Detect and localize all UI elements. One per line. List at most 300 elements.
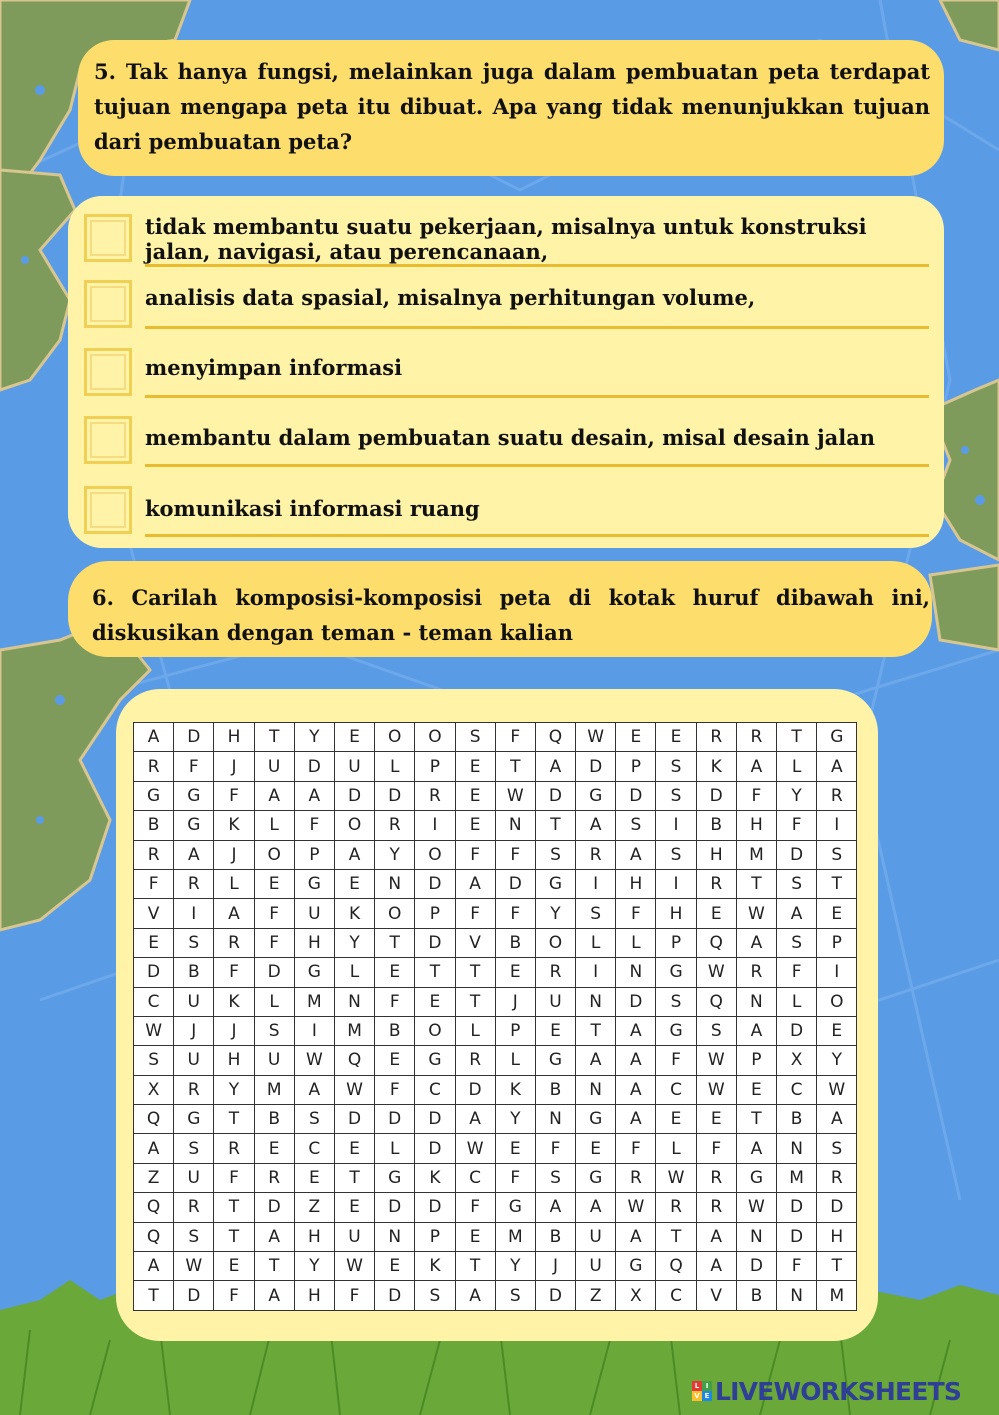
grid-cell[interactable]: S (817, 840, 857, 869)
grid-cell[interactable]: F (214, 1163, 254, 1192)
grid-cell[interactable]: G (174, 1105, 214, 1134)
grid-cell[interactable]: P (656, 928, 696, 957)
grid-cell[interactable]: I (817, 958, 857, 987)
grid-cell[interactable]: Y (495, 1252, 535, 1281)
grid-cell[interactable]: U (174, 1046, 214, 1075)
grid-cell[interactable]: E (455, 752, 495, 781)
grid-cell[interactable]: G (294, 958, 334, 987)
grid-cell[interactable]: K (214, 811, 254, 840)
grid-cell[interactable]: Z (576, 1281, 616, 1310)
grid-cell[interactable]: W (696, 958, 736, 987)
grid-cell[interactable]: R (254, 1163, 294, 1192)
grid-cell[interactable]: P (616, 752, 656, 781)
grid-cell[interactable]: S (576, 899, 616, 928)
grid-cell[interactable]: M (334, 1016, 374, 1045)
grid-cell[interactable]: N (495, 811, 535, 840)
option-5[interactable] (68, 482, 944, 542)
grid-cell[interactable]: S (535, 1163, 575, 1192)
grid-cell[interactable]: R (214, 928, 254, 957)
grid-cell[interactable]: A (576, 1193, 616, 1222)
grid-cell[interactable]: F (616, 1134, 656, 1163)
grid-cell[interactable]: F (495, 723, 535, 752)
grid-cell[interactable]: E (375, 1252, 415, 1281)
grid-cell[interactable]: X (134, 1075, 174, 1104)
grid-cell[interactable]: D (375, 781, 415, 810)
grid-cell[interactable]: Y (817, 1046, 857, 1075)
grid-cell[interactable]: A (455, 1281, 495, 1310)
grid-cell[interactable]: L (254, 987, 294, 1016)
grid-cell[interactable]: S (656, 781, 696, 810)
grid-cell[interactable]: D (375, 1105, 415, 1134)
grid-cell[interactable]: G (174, 781, 214, 810)
grid-cell[interactable]: U (294, 899, 334, 928)
grid-cell[interactable]: A (696, 1222, 736, 1251)
grid-cell[interactable]: S (495, 1281, 535, 1310)
grid-cell[interactable]: S (294, 1105, 334, 1134)
grid-cell[interactable]: A (294, 781, 334, 810)
grid-cell[interactable]: K (214, 987, 254, 1016)
grid-cell[interactable]: C (656, 1075, 696, 1104)
grid-cell[interactable]: W (174, 1252, 214, 1281)
grid-cell[interactable]: T (214, 1222, 254, 1251)
grid-cell[interactable]: S (817, 1134, 857, 1163)
grid-cell[interactable]: A (576, 1046, 616, 1075)
grid-cell[interactable]: I (817, 811, 857, 840)
grid-cell[interactable]: E (294, 1163, 334, 1192)
grid-cell[interactable]: N (736, 1222, 776, 1251)
grid-cell[interactable]: R (134, 840, 174, 869)
grid-cell[interactable]: U (334, 1222, 374, 1251)
grid-cell[interactable]: U (535, 987, 575, 1016)
grid-cell[interactable]: Q (334, 1046, 374, 1075)
grid-cell[interactable]: E (334, 869, 374, 898)
grid-cell[interactable]: A (134, 1134, 174, 1163)
grid-cell[interactable]: E (455, 781, 495, 810)
grid-cell[interactable]: F (736, 781, 776, 810)
grid-cell[interactable]: E (696, 899, 736, 928)
grid-cell[interactable]: I (656, 811, 696, 840)
grid-cell[interactable]: T (375, 928, 415, 957)
grid-cell[interactable]: Y (777, 781, 817, 810)
grid-cell[interactable]: B (777, 1105, 817, 1134)
grid-cell[interactable]: S (777, 928, 817, 957)
grid-cell[interactable]: A (294, 1075, 334, 1104)
grid-cell[interactable]: G (174, 811, 214, 840)
grid-cell[interactable]: M (495, 1222, 535, 1251)
grid-cell[interactable]: T (535, 811, 575, 840)
grid-cell[interactable]: H (817, 1222, 857, 1251)
grid-cell[interactable]: Y (334, 928, 374, 957)
grid-cell[interactable]: E (334, 1193, 374, 1222)
grid-cell[interactable]: R (214, 1134, 254, 1163)
grid-cell[interactable]: H (656, 899, 696, 928)
grid-cell[interactable]: F (455, 840, 495, 869)
grid-cell[interactable]: E (817, 1016, 857, 1045)
grid-cell[interactable]: D (777, 840, 817, 869)
grid-cell[interactable]: F (254, 928, 294, 957)
grid-cell[interactable]: R (696, 869, 736, 898)
grid-cell[interactable]: B (535, 1075, 575, 1104)
grid-cell[interactable]: R (535, 958, 575, 987)
grid-cell[interactable]: T (656, 1222, 696, 1251)
grid-cell[interactable]: A (616, 1046, 656, 1075)
grid-cell[interactable]: S (455, 723, 495, 752)
grid-cell[interactable]: A (777, 899, 817, 928)
grid-cell[interactable]: L (455, 1016, 495, 1045)
grid-cell[interactable]: E (495, 958, 535, 987)
grid-cell[interactable]: R (174, 1193, 214, 1222)
grid-cell[interactable]: F (495, 840, 535, 869)
grid-cell[interactable]: T (455, 987, 495, 1016)
grid-cell[interactable]: H (736, 811, 776, 840)
grid-cell[interactable]: D (616, 987, 656, 1016)
grid-cell[interactable]: E (134, 928, 174, 957)
grid-cell[interactable]: T (214, 1105, 254, 1134)
grid-cell[interactable]: F (214, 958, 254, 987)
grid-cell[interactable]: L (656, 1134, 696, 1163)
grid-cell[interactable]: W (696, 1046, 736, 1075)
grid-cell[interactable]: K (696, 752, 736, 781)
grid-cell[interactable]: I (576, 958, 616, 987)
grid-cell[interactable]: J (214, 752, 254, 781)
grid-cell[interactable]: I (294, 1016, 334, 1045)
grid-cell[interactable]: F (214, 781, 254, 810)
grid-cell[interactable]: F (134, 869, 174, 898)
grid-cell[interactable]: A (535, 1193, 575, 1222)
grid-cell[interactable]: R (736, 723, 776, 752)
grid-cell[interactable]: N (616, 958, 656, 987)
grid-cell[interactable]: O (415, 840, 455, 869)
grid-cell[interactable]: B (696, 811, 736, 840)
grid-cell[interactable]: L (334, 958, 374, 987)
grid-cell[interactable]: T (736, 1105, 776, 1134)
grid-cell[interactable]: S (134, 1046, 174, 1075)
grid-cell[interactable]: Z (134, 1163, 174, 1192)
grid-cell[interactable]: Y (495, 1105, 535, 1134)
grid-cell[interactable]: S (656, 752, 696, 781)
grid-cell[interactable]: N (375, 869, 415, 898)
grid-cell[interactable]: B (375, 1016, 415, 1045)
grid-cell[interactable]: Q (656, 1252, 696, 1281)
grid-cell[interactable]: T (576, 1016, 616, 1045)
grid-cell[interactable]: G (817, 723, 857, 752)
grid-cell[interactable]: B (495, 928, 535, 957)
grid-cell[interactable]: W (817, 1075, 857, 1104)
grid-cell[interactable]: R (415, 781, 455, 810)
grid-cell[interactable]: F (214, 1281, 254, 1310)
grid-cell[interactable]: F (535, 1134, 575, 1163)
grid-cell[interactable]: F (174, 752, 214, 781)
grid-cell[interactable]: G (495, 1193, 535, 1222)
grid-cell[interactable]: T (134, 1281, 174, 1310)
grid-cell[interactable]: S (174, 1222, 214, 1251)
grid-cell[interactable]: U (254, 1046, 294, 1075)
grid-cell[interactable]: E (214, 1252, 254, 1281)
grid-cell[interactable]: A (616, 1075, 656, 1104)
grid-cell[interactable]: F (495, 1163, 535, 1192)
grid-cell[interactable]: R (375, 811, 415, 840)
grid-cell[interactable]: F (334, 1281, 374, 1310)
grid-cell[interactable]: S (696, 1016, 736, 1045)
grid-cell[interactable]: F (616, 899, 656, 928)
grid-cell[interactable]: T (495, 752, 535, 781)
grid-cell[interactable]: D (535, 781, 575, 810)
grid-cell[interactable]: Q (535, 723, 575, 752)
grid-cell[interactable]: N (375, 1222, 415, 1251)
grid-cell[interactable]: C (134, 987, 174, 1016)
grid-cell[interactable]: U (576, 1222, 616, 1251)
grid-cell[interactable]: O (375, 723, 415, 752)
grid-cell[interactable]: R (134, 752, 174, 781)
grid-cell[interactable]: D (817, 1193, 857, 1222)
grid-cell[interactable]: E (455, 811, 495, 840)
grid-cell[interactable]: A (616, 1105, 656, 1134)
grid-cell[interactable]: I (656, 869, 696, 898)
option-2[interactable] (68, 273, 944, 333)
grid-cell[interactable]: V (696, 1281, 736, 1310)
grid-cell[interactable]: J (535, 1252, 575, 1281)
grid-cell[interactable]: U (254, 752, 294, 781)
grid-cell[interactable]: E (254, 869, 294, 898)
grid-cell[interactable]: X (777, 1046, 817, 1075)
grid-cell[interactable]: A (455, 1105, 495, 1134)
grid-cell[interactable]: G (576, 781, 616, 810)
grid-cell[interactable]: O (375, 899, 415, 928)
grid-cell[interactable]: F (254, 899, 294, 928)
grid-cell[interactable]: S (656, 840, 696, 869)
option-3[interactable] (68, 343, 944, 403)
grid-cell[interactable]: T (817, 1252, 857, 1281)
grid-cell[interactable]: L (214, 869, 254, 898)
grid-cell[interactable]: O (334, 811, 374, 840)
grid-cell[interactable]: T (455, 1252, 495, 1281)
word-search-grid[interactable] (133, 722, 857, 1311)
grid-cell[interactable]: E (455, 1222, 495, 1251)
grid-cell[interactable]: D (254, 1193, 294, 1222)
grid-cell[interactable]: W (334, 1075, 374, 1104)
grid-cell[interactable]: L (777, 987, 817, 1016)
grid-cell[interactable]: P (495, 1016, 535, 1045)
grid-cell[interactable]: A (214, 899, 254, 928)
grid-cell[interactable]: R (174, 869, 214, 898)
grid-cell[interactable]: V (134, 899, 174, 928)
grid-cell[interactable]: E (334, 723, 374, 752)
grid-cell[interactable]: G (375, 1163, 415, 1192)
grid-cell[interactable]: S (777, 869, 817, 898)
grid-cell[interactable]: A (254, 781, 294, 810)
grid-cell[interactable]: W (736, 899, 776, 928)
grid-cell[interactable]: J (174, 1016, 214, 1045)
grid-cell[interactable]: S (535, 840, 575, 869)
grid-cell[interactable]: T (817, 869, 857, 898)
grid-cell[interactable]: L (254, 811, 294, 840)
grid-cell[interactable]: D (375, 1281, 415, 1310)
grid-cell[interactable]: A (616, 1016, 656, 1045)
grid-cell[interactable]: D (294, 752, 334, 781)
grid-cell[interactable]: Q (134, 1105, 174, 1134)
grid-cell[interactable]: O (415, 723, 455, 752)
option-4-checkbox[interactable] (84, 416, 132, 464)
grid-cell[interactable]: O (415, 1016, 455, 1045)
grid-cell[interactable]: O (535, 928, 575, 957)
grid-cell[interactable]: A (254, 1281, 294, 1310)
grid-cell[interactable]: D (495, 869, 535, 898)
grid-cell[interactable]: K (495, 1075, 535, 1104)
grid-cell[interactable]: E (415, 987, 455, 1016)
grid-cell[interactable]: W (134, 1016, 174, 1045)
grid-cell[interactable]: N (777, 1281, 817, 1310)
grid-cell[interactable]: E (375, 1046, 415, 1075)
grid-cell[interactable]: A (616, 1222, 656, 1251)
grid-cell[interactable]: T (736, 869, 776, 898)
grid-cell[interactable]: H (294, 1222, 334, 1251)
grid-cell[interactable]: M (736, 840, 776, 869)
grid-cell[interactable]: H (294, 928, 334, 957)
grid-cell[interactable]: T (415, 958, 455, 987)
grid-cell[interactable]: N (334, 987, 374, 1016)
grid-cell[interactable]: F (696, 1134, 736, 1163)
grid-cell[interactable]: N (777, 1134, 817, 1163)
grid-cell[interactable]: W (696, 1075, 736, 1104)
grid-cell[interactable]: O (817, 987, 857, 1016)
grid-cell[interactable]: F (294, 811, 334, 840)
grid-cell[interactable]: D (254, 958, 294, 987)
grid-cell[interactable]: K (415, 1163, 455, 1192)
grid-cell[interactable]: P (817, 928, 857, 957)
grid-cell[interactable]: R (616, 1163, 656, 1192)
grid-cell[interactable]: A (817, 1105, 857, 1134)
grid-cell[interactable]: M (294, 987, 334, 1016)
grid-cell[interactable]: D (415, 1134, 455, 1163)
option-1-checkbox[interactable] (84, 214, 132, 262)
grid-cell[interactable]: E (334, 1134, 374, 1163)
grid-cell[interactable]: D (415, 1193, 455, 1222)
grid-cell[interactable]: H (214, 723, 254, 752)
grid-cell[interactable]: S (174, 1134, 214, 1163)
grid-cell[interactable]: L (616, 928, 656, 957)
grid-cell[interactable]: A (455, 869, 495, 898)
grid-cell[interactable]: R (736, 958, 776, 987)
grid-cell[interactable]: N (736, 987, 776, 1016)
option-3-checkbox[interactable] (84, 348, 132, 396)
grid-cell[interactable]: B (535, 1222, 575, 1251)
grid-cell[interactable]: E (656, 723, 696, 752)
grid-cell[interactable]: E (817, 899, 857, 928)
option-5-checkbox[interactable] (84, 486, 132, 534)
grid-cell[interactable]: B (134, 811, 174, 840)
grid-cell[interactable]: J (214, 1016, 254, 1045)
grid-cell[interactable]: A (696, 1252, 736, 1281)
grid-cell[interactable]: G (535, 869, 575, 898)
grid-cell[interactable]: U (334, 752, 374, 781)
grid-cell[interactable]: Q (696, 987, 736, 1016)
grid-cell[interactable]: W (576, 723, 616, 752)
grid-cell[interactable]: P (415, 899, 455, 928)
grid-cell[interactable]: J (214, 840, 254, 869)
grid-cell[interactable]: B (736, 1281, 776, 1310)
grid-cell[interactable]: W (334, 1252, 374, 1281)
grid-cell[interactable]: G (415, 1046, 455, 1075)
grid-cell[interactable]: Y (294, 723, 334, 752)
grid-cell[interactable]: A (535, 752, 575, 781)
grid-cell[interactable]: W (736, 1193, 776, 1222)
grid-cell[interactable]: S (254, 1016, 294, 1045)
grid-cell[interactable]: A (134, 1252, 174, 1281)
grid-cell[interactable]: N (535, 1105, 575, 1134)
grid-cell[interactable]: J (495, 987, 535, 1016)
grid-cell[interactable]: E (375, 958, 415, 987)
grid-cell[interactable]: S (415, 1281, 455, 1310)
grid-cell[interactable]: G (656, 1016, 696, 1045)
grid-cell[interactable]: E (736, 1075, 776, 1104)
grid-cell[interactable]: W (616, 1193, 656, 1222)
grid-cell[interactable]: E (696, 1105, 736, 1134)
grid-cell[interactable]: D (777, 1222, 817, 1251)
grid-cell[interactable]: Y (535, 899, 575, 928)
grid-cell[interactable]: L (777, 752, 817, 781)
grid-cell[interactable]: M (777, 1163, 817, 1192)
grid-cell[interactable]: D (334, 781, 374, 810)
grid-cell[interactable]: R (817, 781, 857, 810)
grid-cell[interactable]: L (375, 752, 415, 781)
grid-cell[interactable]: S (174, 928, 214, 957)
grid-cell[interactable]: P (294, 840, 334, 869)
grid-cell[interactable]: F (777, 811, 817, 840)
grid-cell[interactable]: H (214, 1046, 254, 1075)
grid-cell[interactable]: M (817, 1281, 857, 1310)
grid-cell[interactable]: H (616, 869, 656, 898)
grid-cell[interactable]: R (174, 1075, 214, 1104)
grid-cell[interactable]: R (696, 723, 736, 752)
grid-cell[interactable]: G (134, 781, 174, 810)
grid-cell[interactable]: T (334, 1163, 374, 1192)
grid-cell[interactable]: D (616, 781, 656, 810)
grid-cell[interactable]: A (736, 752, 776, 781)
grid-cell[interactable]: G (535, 1046, 575, 1075)
grid-cell[interactable]: C (455, 1163, 495, 1192)
grid-cell[interactable]: C (656, 1281, 696, 1310)
grid-cell[interactable]: Y (375, 840, 415, 869)
grid-cell[interactable]: P (415, 1222, 455, 1251)
grid-cell[interactable]: W (294, 1046, 334, 1075)
grid-cell[interactable]: D (696, 781, 736, 810)
grid-cell[interactable]: N (576, 987, 616, 1016)
option-1[interactable] (68, 204, 944, 264)
grid-cell[interactable]: M (254, 1075, 294, 1104)
grid-cell[interactable]: D (415, 1105, 455, 1134)
grid-cell[interactable]: D (535, 1281, 575, 1310)
grid-cell[interactable]: T (254, 1252, 294, 1281)
grid-cell[interactable]: K (334, 899, 374, 928)
grid-cell[interactable]: B (174, 958, 214, 987)
grid-cell[interactable]: Q (134, 1222, 174, 1251)
grid-cell[interactable]: H (294, 1281, 334, 1310)
option-4[interactable] (68, 412, 944, 472)
grid-cell[interactable]: A (736, 1016, 776, 1045)
grid-cell[interactable]: E (535, 1016, 575, 1045)
grid-cell[interactable]: C (777, 1075, 817, 1104)
grid-cell[interactable]: R (455, 1046, 495, 1075)
grid-cell[interactable]: T (777, 723, 817, 752)
grid-cell[interactable]: A (334, 840, 374, 869)
grid-cell[interactable]: F (455, 1193, 495, 1222)
grid-cell[interactable]: S (656, 987, 696, 1016)
grid-cell[interactable]: G (736, 1163, 776, 1192)
grid-cell[interactable]: X (616, 1281, 656, 1310)
grid-cell[interactable]: D (777, 1193, 817, 1222)
grid-cell[interactable]: G (616, 1252, 656, 1281)
grid-cell[interactable]: E (495, 1134, 535, 1163)
